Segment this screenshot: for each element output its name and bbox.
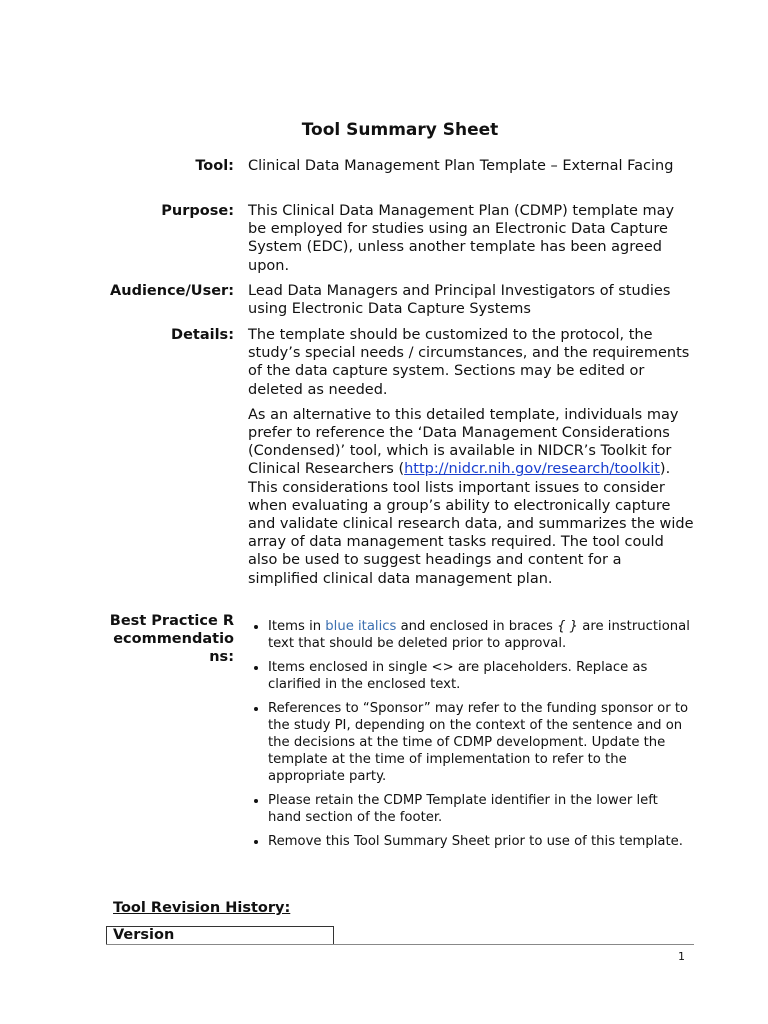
details-text	[248, 326, 694, 595]
best-practice-list-container	[223, 618, 693, 857]
audience-text: Lead Data Managers and Principal Investigators of studies using Electronic Data Capture Systems	[248, 283, 671, 318]
item1-text-after: are instructional text that should be deleted prior to approval.	[268, 619, 690, 651]
revision-history-title: Tool Revision History:	[113, 900, 291, 916]
details-p2-after: ). This considerations tool lists important issues to consider when evaluating a group’s ability to electronically capture and validate clinical research data, and summarizes the wide array of data management tasks required. The tool could also be used to suggest headings and content for a simplified clinical data management plan.	[248, 461, 694, 587]
list-item: • Remove this Tool Summary Sheet prior to use of this template.	[268, 833, 693, 850]
item1-text-mid: and enclosed in braces	[396, 619, 558, 634]
list-item	[268, 618, 693, 652]
list-item: • References to “Sponsor” may refer to the funding sponsor or to the study PI, depending on the context of the sentence and on the decisions at the time of CDMP development. Update the template at the time of implementation to refer to the appropriate party.	[268, 700, 693, 785]
purpose-label: Purpose:	[161, 203, 234, 219]
item1-blue-italics: blue italics	[325, 619, 397, 634]
page-title: Tool Summary Sheet	[301, 120, 499, 140]
purpose-text: This Clinical Data Management Plan (CDMP) template may be employed for studies using an Electronic Data Capture System (EDC), unless another template has been agreed upon.	[248, 203, 675, 274]
details-p2-before: As an alternative to this detailed template, individuals may prefer to reference the ‘Data Management Considerations (Condensed)’ tool, which is available in NIDCR’s Toolkit for Clinical Researchers (	[248, 406, 679, 478]
best-practice-list	[223, 618, 693, 850]
tool-label: Tool:	[195, 158, 234, 174]
toolkit-link[interactable]: http://nidcr.nih.gov/research/toolkit	[404, 461, 660, 478]
version-header-cell: Version	[106, 926, 334, 945]
footer-divider	[106, 944, 694, 945]
list-item: • Items enclosed in single <> are placeholders. Replace as clarified in the enclosed text.	[268, 659, 693, 693]
list-item: • Please retain the CDMP Template identifier in the lower left hand section of the footer.	[268, 792, 693, 826]
audience-label: Audience/User:	[110, 283, 234, 299]
item1-braces: { }	[557, 619, 579, 634]
page-number: 1	[678, 950, 685, 963]
details-paragraph-2	[248, 406, 694, 588]
details-label: Details:	[171, 327, 234, 343]
tool-text: Clinical Data Management Plan Template – External Facing	[248, 158, 674, 174]
best-practice-label: Best Practice Recommendations:	[109, 613, 234, 665]
details-paragraph-1: The template should be customized to the protocol, the study’s special needs / circumstances, and the requirements of the data capture system. Sections may be edited or deleted as needed.	[248, 327, 690, 398]
item1-text-before: Items in	[268, 619, 326, 634]
revision-history-table	[106, 926, 692, 944]
